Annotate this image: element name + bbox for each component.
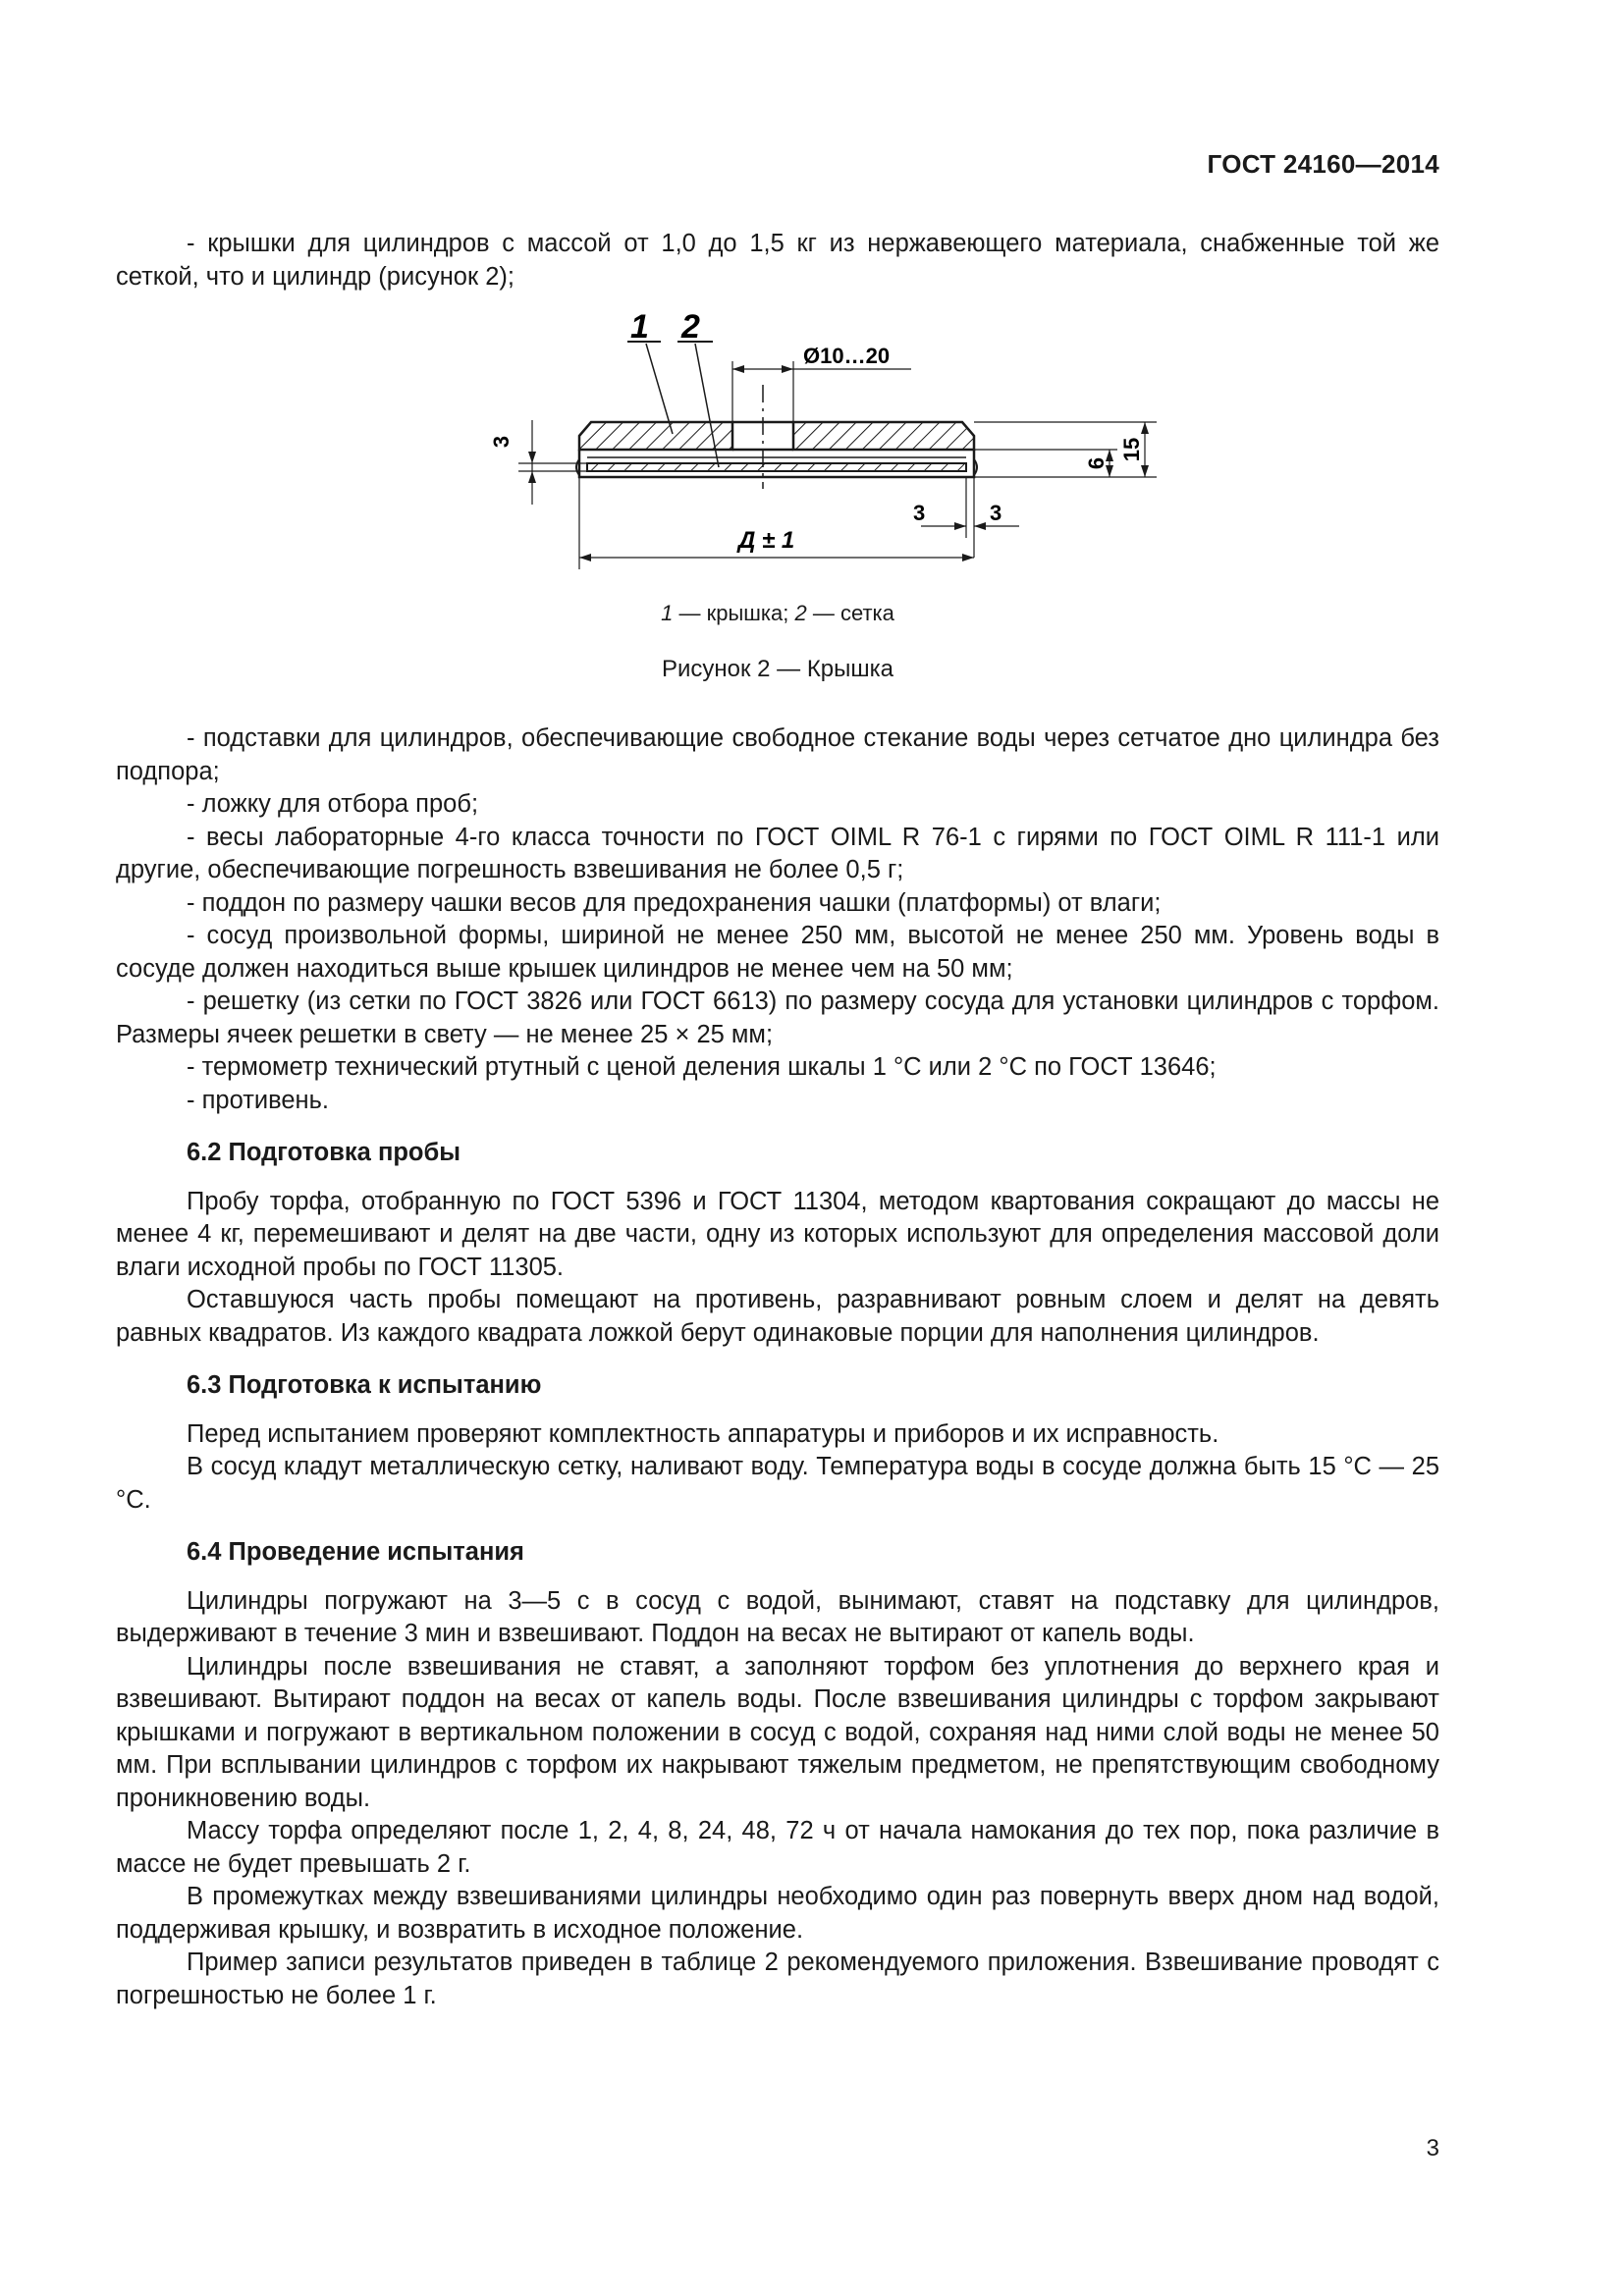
legend-number-2: 2 [794, 601, 807, 625]
paragraph: Цилиндры погружают на 3—5 с в сосуд с водой, вынимают, ставят на подставку для цилиндров, выдерживают в течение 3 мин и взвешивают. Поддон на весах не вытирают от капель воды. [116, 1586, 1439, 1647]
label-2: 2 [681, 312, 700, 346]
document-page [116, 0, 1439, 2296]
list-item: - термометр технический ртутный с ценой деления шкалы 1 °С или 2 °С по ГОСТ 13646; [187, 1053, 1217, 1081]
equipment-list [116, 722, 1439, 2012]
paragraph: Массу торфа определяют после 1, 2, 4, 8, 24, 48, 72 ч от начала намокания до тех пор, пока различие в массе не будет превышать 2 г. [116, 1817, 1439, 1878]
list-item: - поддон по размеру чашки весов для предохранения чашки (платформы) от влаги; [187, 888, 1162, 917]
label-dim-6: 6 [1084, 456, 1109, 470]
list-item: - противень. [187, 1086, 330, 1114]
legend-text-2: — сетка [806, 601, 894, 625]
label-dim-3b: 3 [990, 501, 1002, 525]
label-dim-15: 15 [1119, 437, 1144, 462]
list-item: - сосуд произвольной формы, шириной не менее 250 мм, высотой не менее 250 мм. Уровень воды в сосуде должен находиться выше крышек цилиндров не менее чем на 50 мм; [116, 922, 1439, 983]
section-heading-6-3: 6.3 Подготовка к испытанию [187, 1371, 542, 1399]
label-dim-3a: 3 [913, 501, 926, 525]
label-dim-3-left: 3 [489, 435, 514, 449]
list-item: - ложку для отбора проб; [187, 790, 479, 818]
list-item: - решетку (из сетки по ГОСТ 3826 или ГОСТ 6613) по размеру сосуда для установки цилиндров с торфом. Размеры ячеек решетки в свету — не менее 25 × 25 мм; [116, 988, 1439, 1048]
document-code-header: ГОСТ 24160—2014 [1207, 149, 1439, 179]
intro-text [116, 228, 1439, 294]
lid-drawing [116, 312, 1439, 587]
figure-2 [116, 312, 1439, 683]
figure-legend [116, 601, 1439, 626]
legend-number-1: 1 [661, 601, 674, 625]
paragraph: Цилиндры после взвешивания не ставят, а заполняют торфом без уплотнения до верхнего края и взвешивают. Вытирают поддон на весах от капель воды. После взвешивания цилиндры с торфом закрывают крышками и погружают в вертикальном положении в сосуд с водой, сохраняя над ними слой воды не менее 50 мм. При всплывании цилиндров с торфом их накрывают тяжелым предметом, не препятствующим свободному проникновению воды. [116, 1652, 1439, 1812]
paragraph: В промежутках между взвешиваниями цилиндры необходимо один раз повернуть вверх дном над водой, поддерживая крышку, и возвратить в исходное положение. [116, 1883, 1439, 1944]
section-heading-6-2: 6.2 Подготовка пробы [187, 1139, 461, 1166]
paragraph: Пробу торфа, отобранную по ГОСТ 5396 и ГОСТ 11304, методом квартования сокращают до массы не менее 4 кг, перемешивают и делят на две части, одну из которых используют для определения массовой доли влаги исходной пробы по ГОСТ 11305. [116, 1187, 1439, 1281]
label-dim-D: Д ± 1 [738, 527, 795, 554]
label-hole-diameter: Ø10…20 [803, 344, 891, 368]
list-item: - весы лабораторные 4-го класса точности по ГОСТ OIML R 76-1 с гирями по ГОСТ OIML R 111-1 или другие, обеспечивающие погрешность взвешивания не более 0,5 г; [116, 823, 1439, 883]
paragraph: Пример записи результатов приведен в таблице 2 рекомендуемого приложения. Взвешивание проводят с погрешностью не более 1 г. [116, 1949, 1439, 2009]
figure-title: Рисунок 2 — Крышка [661, 656, 894, 682]
label-1: 1 [630, 312, 649, 346]
legend-text-1: — крышка; [673, 601, 795, 625]
paragraph: В сосуд кладут металлическую сетку, наливают воду. Температура воды в сосуде должна быть 15 °С — 25 °С. [116, 1453, 1439, 1514]
list-item: - подставки для цилиндров, обеспечивающие свободное стекание воды через сетчатое дно цилиндра без подпора; [116, 724, 1439, 785]
section-heading-6-4: 6.4 Проведение испытания [187, 1538, 524, 1566]
page-number: 3 [1426, 2135, 1439, 2162]
intro-paragraph: - крышки для цилиндров с массой от 1,0 до 1,5 кг из нержавеющего материала, снабженные той же сеткой, что и цилиндр (рисунок 2); [116, 230, 1439, 291]
paragraph: Перед испытанием проверяют комплектность аппаратуры и приборов и их исправность. [187, 1419, 1219, 1448]
paragraph: Оставшуюся часть пробы помещают на противень, разравнивают ровным слоем и делят на девять равных квадратов. Из каждого квадрата ложкой берут одинаковые порции для наполнения цилиндров. [116, 1286, 1439, 1347]
